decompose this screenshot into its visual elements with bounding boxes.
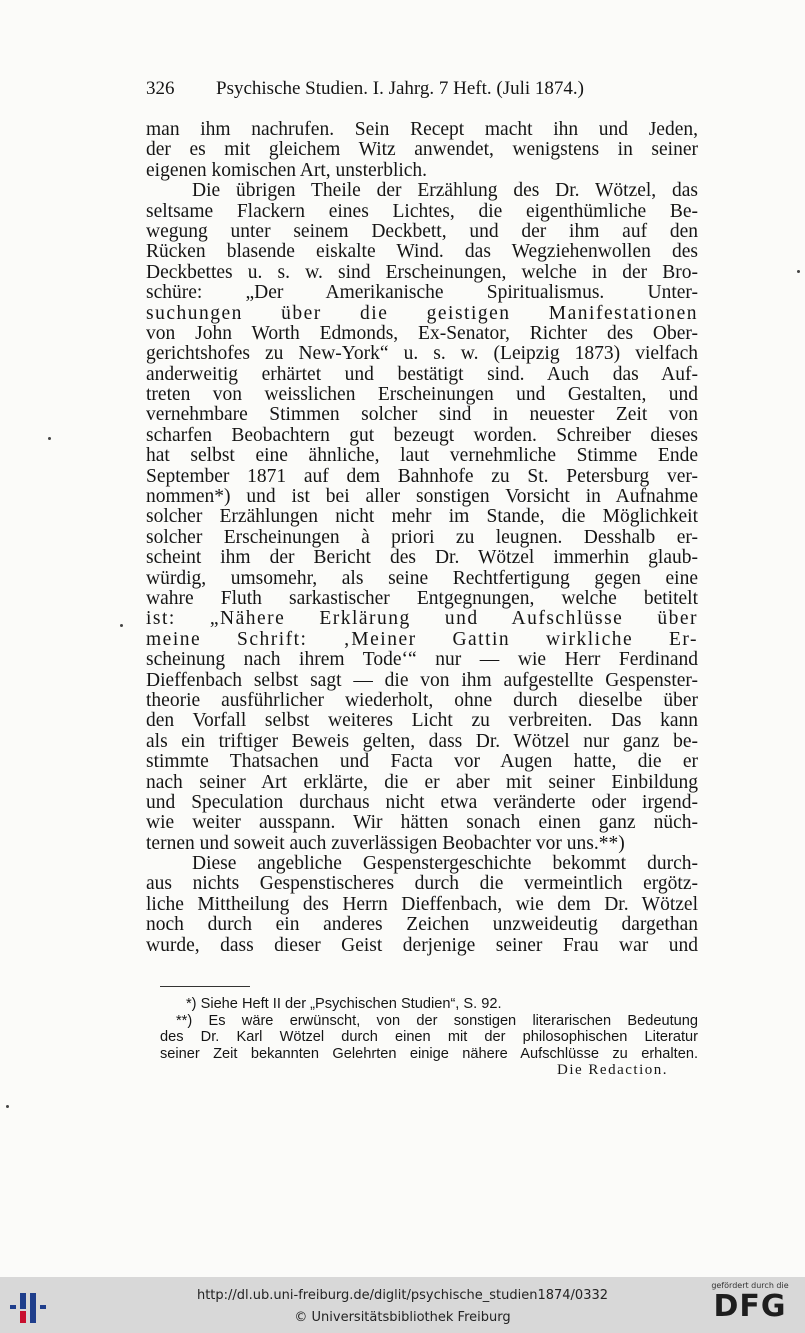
footnotes (160, 996, 698, 1079)
scan-speck (48, 437, 51, 440)
text-line: solcher Erscheinungen à priori zu leugnen. Desshalb er- (146, 526, 698, 548)
scan-speck (120, 624, 123, 627)
dfg-caption: gefördert durch die (711, 1281, 789, 1290)
text-line: von John Worth Edmonds, Ex-Senator, Richter des Ober- (146, 322, 698, 344)
text-line: meine Schrift: ‚Meiner Gattin wirkliche Er- (146, 628, 698, 650)
text-line: stimmte Thatsachen und Facta vor Augen hatte, die er (146, 751, 698, 773)
permalink-url[interactable]: http://dl.ub.uni-freiburg.de/diglit/psychische_studien1874/0332 (196, 1288, 609, 1303)
footnote: seiner Zeit bekannten Gelehrten einige nähere Aufschlüsse zu erhalten. (160, 1045, 698, 1062)
scan-speck (797, 270, 800, 273)
text-line: suchungen über die geistigen Manifestationen (146, 302, 698, 324)
footnote: **) Es wäre erwünscht, von der sonstigen literarischen Bedeutung (176, 1012, 698, 1029)
text-line: eigenen komischen Art, unsterblich. (146, 159, 428, 181)
text-line: Die übrigen Theile der Erzählung des Dr. Wötzel, das (192, 180, 698, 202)
text-line: seltsame Flackern eines Lichtes, die eigenthümliche Be- (146, 200, 698, 222)
editorial-signature: Die Redaction. (557, 1062, 668, 1078)
text-line: nach seiner Art erklärte, die er aber mit seiner Einbildung (146, 771, 698, 793)
text-line: wurde, dass dieser Geist derjenige seiner Frau war und (146, 934, 698, 956)
text-line: wegung unter seinem Deckbett, und der ihm auf den (146, 220, 698, 242)
scan-speck (6, 1105, 9, 1108)
copyright-notice: © Universitätsbibliothek Freiburg (294, 1310, 511, 1325)
running-title: Psychische Studien. I. Jahrg. 7 Heft. (Juli 1874.) (216, 78, 584, 99)
text-line: schüre: „Der Amerikanische Spiritualismus. Unter- (146, 282, 698, 304)
text-line: Diese angebliche Gespenstergeschichte bekommt durch- (192, 853, 698, 875)
text-line: scheint ihm der Bericht des Dr. Wötzel immerhin glaub- (146, 547, 698, 569)
text-line: wahre Fluth sarkastischer Entgegnungen, welche betitelt (146, 587, 698, 609)
text-line: liche Mittheilung des Herrn Dieffenbach, wie dem Dr. Wötzel (146, 893, 698, 915)
viewer-footer (0, 1277, 805, 1333)
text-line: scharfen Beobachtern gut bezeugt worden. Schreiber dieses (146, 424, 698, 446)
text-line: Rücken blasende eiskalte Wind. das Wegziehenwollen des (146, 241, 698, 263)
text-line: treten von weisslichen Erscheinungen und Gestalten, und (146, 384, 698, 406)
page-number: 326 (146, 78, 175, 99)
text-line: ternen und soweit auch zuverlässigen Beobachter vor uns.**) (146, 832, 625, 854)
text-line: als ein triftiger Beweis gelten, dass Dr. Wötzel nur ganz be- (146, 730, 698, 752)
body-text (146, 120, 698, 956)
text-line: gerichtshofes zu New-York“ u. s. w. (Leipzig 1873) vielfach (146, 343, 698, 365)
text-line: würdig, umsomehr, als seine Rechtfertigung gegen eine (146, 567, 698, 589)
text-line: der es mit gleichem Witz anwendet, wenigstens in seiner (146, 139, 698, 161)
text-line: solcher Erzählungen nicht mehr im Stande, die Möglichkeit (146, 506, 698, 528)
text-line: September 1871 auf dem Bahnhofe zu St. Petersburg ver- (146, 465, 698, 487)
dfg-logo-text: DFG (713, 1289, 787, 1324)
text-line: nommen*) und ist bei aller sonstigen Vorsicht in Aufnahme (146, 486, 698, 508)
text-line: den Vorfall selbst weiteres Licht zu verbreiten. Das kann (146, 710, 698, 732)
text-line: Deckbettes u. s. w. sind Erscheinungen, welche in der Bro- (146, 261, 698, 283)
text-line: anderweitig erhärtet und bestätigt sind. Auch das Auf- (146, 363, 698, 385)
footnote-rule (160, 986, 250, 987)
text-line: vernehmbare Stimmen solcher sind in neuester Zeit von (146, 404, 698, 426)
footnote: des Dr. Karl Wötzel durch einen mit der philosophischen Literatur (160, 1029, 698, 1045)
text-line: theorie ausführlicher wiederholt, ohne durch dieselbe über (146, 689, 698, 711)
running-header (146, 78, 696, 104)
text-line: man ihm nachrufen. Sein Recept macht ihn und Jeden, (146, 119, 698, 140)
text-line: aus nichts Gespenstischeres durch die vermeintlich ergötz- (146, 873, 698, 895)
text-line: und Speculation durchaus nicht etwa veränderte oder irgend- (146, 791, 698, 813)
text-line: noch durch ein anderes Zeichen unzweideutig dargethan (146, 914, 698, 936)
text-line: hat selbst eine ähnliche, laut vernehmliche Stimme Ende (146, 445, 698, 467)
text-line: ist: „Nähere Erklärung und Aufschlüsse über (146, 608, 698, 630)
text-line: Dieffenbach selbst sagt — die von ihm aufgestellte Gespenster- (146, 669, 698, 691)
text-line: scheinung nach ihrem Tode‘“ nur — wie Herr Ferdinand (146, 649, 698, 671)
footnote: *) Siehe Heft II der „Psychischen Studien“, S. 92. (186, 996, 502, 1012)
dfg-logo-icon[interactable] (707, 1281, 793, 1329)
text-line: wie weiter ausspann. Wir hätten sonach einen ganz nüch- (146, 812, 698, 834)
